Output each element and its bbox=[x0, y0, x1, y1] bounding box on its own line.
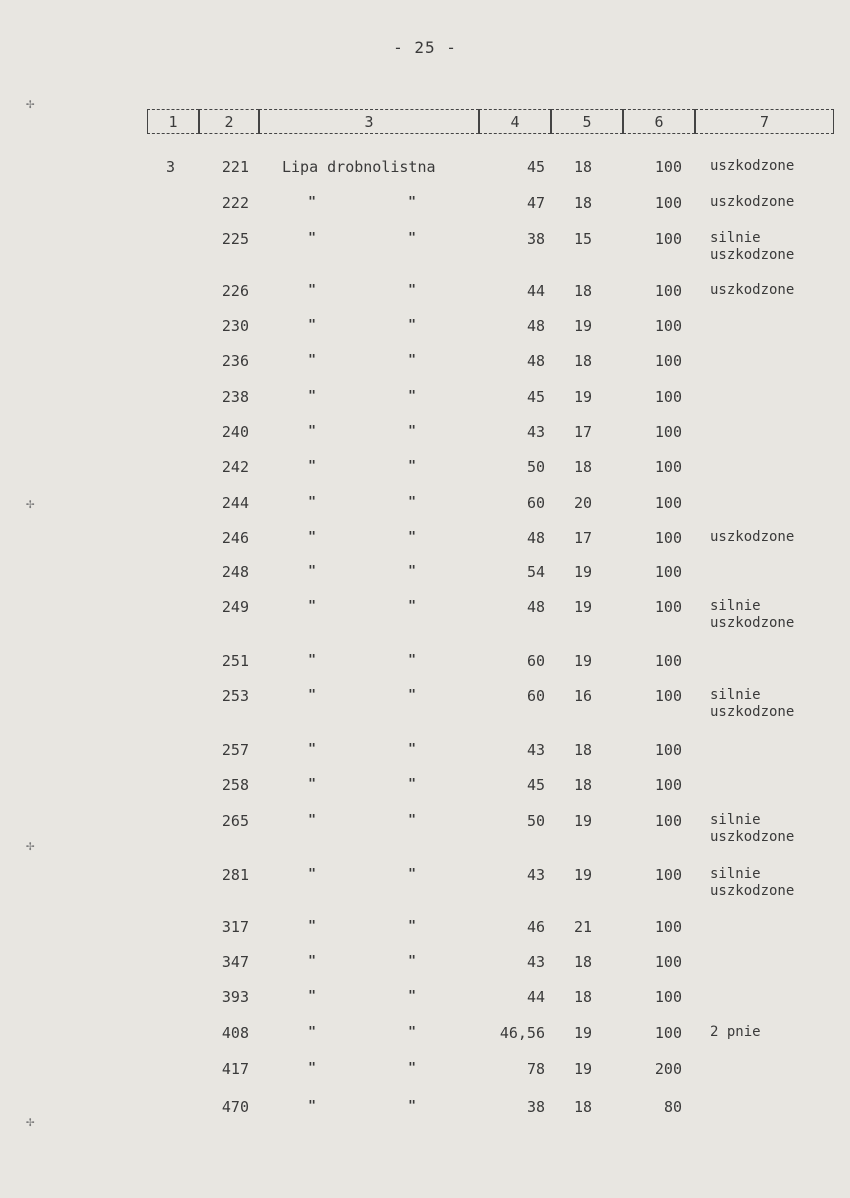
ditto-mark: " bbox=[308, 424, 316, 439]
ditto-mark: " bbox=[308, 742, 316, 757]
column-4-value: 45 bbox=[526, 388, 545, 406]
ditto-mark: " bbox=[408, 283, 416, 298]
ditto-mark: " bbox=[408, 459, 416, 474]
tree-number: 257 bbox=[221, 741, 249, 759]
column-5-value: 18 bbox=[573, 282, 593, 300]
column-4-value: 45 bbox=[526, 776, 545, 794]
header-cell-7: 7 bbox=[695, 109, 834, 134]
column-6-value: 100 bbox=[654, 953, 682, 971]
tree-number: 253 bbox=[221, 687, 249, 705]
column-5-value: 19 bbox=[573, 317, 593, 335]
column-6-value: 100 bbox=[654, 230, 682, 248]
column-4-value: 45 bbox=[526, 158, 545, 176]
table-row bbox=[0, 388, 850, 408]
table-row bbox=[0, 687, 850, 720]
column-6-value: 100 bbox=[654, 652, 682, 670]
condition-note: uszkodzone bbox=[710, 282, 795, 298]
column-4-value: 46,56 bbox=[499, 1024, 545, 1042]
column-6-value: 100 bbox=[654, 423, 682, 441]
column-5-value: 18 bbox=[573, 352, 593, 370]
ditto-mark: " bbox=[408, 989, 416, 1004]
condition-note: silnie uszkodzone bbox=[710, 866, 795, 899]
ditto-mark: " bbox=[308, 564, 316, 579]
tree-number: 248 bbox=[221, 563, 249, 581]
column-4-value: 43 bbox=[526, 423, 545, 441]
tree-number: 249 bbox=[221, 598, 249, 616]
column-5-value: 16 bbox=[573, 687, 593, 705]
column-5-value: 21 bbox=[573, 918, 593, 936]
column-5-value: 17 bbox=[573, 423, 593, 441]
tree-number: 417 bbox=[221, 1060, 249, 1078]
ditto-mark: " bbox=[408, 1025, 416, 1040]
column-4-value: 48 bbox=[526, 529, 545, 547]
ditto-mark: " bbox=[308, 195, 316, 210]
column-6-value: 100 bbox=[654, 388, 682, 406]
column-6-value: 100 bbox=[654, 988, 682, 1006]
ditto-mark: " bbox=[408, 653, 416, 668]
column-4-value: 38 bbox=[526, 230, 545, 248]
punch-hole-mark: ✢ bbox=[26, 96, 35, 112]
column-5-value: 18 bbox=[573, 458, 593, 476]
ditto-mark: " bbox=[408, 742, 416, 757]
column-5-value: 15 bbox=[573, 230, 593, 248]
ditto-mark: " bbox=[408, 688, 416, 703]
tree-number: 225 bbox=[221, 230, 249, 248]
column-6-value: 100 bbox=[654, 563, 682, 581]
column-5-value: 19 bbox=[573, 812, 593, 830]
column-4-value: 43 bbox=[526, 741, 545, 759]
ditto-mark: " bbox=[308, 231, 316, 246]
column-6-value: 100 bbox=[654, 282, 682, 300]
header-cell-4: 4 bbox=[479, 109, 551, 134]
column-6-value: 80 bbox=[663, 1098, 682, 1116]
column-4-value: 50 bbox=[526, 812, 545, 830]
column-6-value: 100 bbox=[654, 458, 682, 476]
column-6-value: 100 bbox=[654, 317, 682, 335]
ditto-mark: " bbox=[408, 318, 416, 333]
tree-number: 393 bbox=[221, 988, 249, 1006]
tree-number: 258 bbox=[221, 776, 249, 794]
ditto-mark: " bbox=[408, 813, 416, 828]
tree-number: 244 bbox=[221, 494, 249, 512]
table-row bbox=[0, 317, 850, 337]
ditto-mark: " bbox=[408, 195, 416, 210]
column-5-value: 19 bbox=[573, 866, 593, 884]
table-row bbox=[0, 563, 850, 583]
punch-hole-mark: ✢ bbox=[26, 496, 35, 512]
table-row bbox=[0, 866, 850, 899]
ditto-mark: " bbox=[408, 424, 416, 439]
column-6-value: 100 bbox=[654, 776, 682, 794]
column-5-value: 19 bbox=[573, 563, 593, 581]
column-5-value: 18 bbox=[573, 953, 593, 971]
column-5-value: 19 bbox=[573, 652, 593, 670]
ditto-mark: " bbox=[308, 530, 316, 545]
header-cell-3: 3 bbox=[259, 109, 479, 134]
column-4-value: 47 bbox=[526, 194, 545, 212]
column-6-value: 100 bbox=[654, 598, 682, 616]
ditto-mark: " bbox=[308, 599, 316, 614]
column-5-value: 18 bbox=[573, 741, 593, 759]
ditto-mark: " bbox=[308, 318, 316, 333]
ditto-mark: " bbox=[308, 813, 316, 828]
column-4-value: 60 bbox=[526, 494, 545, 512]
condition-note: 2 pnie bbox=[710, 1024, 761, 1040]
column-5-value: 19 bbox=[573, 1060, 593, 1078]
ditto-mark: " bbox=[408, 231, 416, 246]
tree-number: 317 bbox=[221, 918, 249, 936]
table-row bbox=[0, 230, 850, 263]
table-row bbox=[0, 776, 850, 796]
ditto-mark: " bbox=[308, 919, 316, 934]
page-number: - 25 - bbox=[393, 38, 457, 57]
tree-number: 222 bbox=[221, 194, 249, 212]
punch-hole-mark: ✢ bbox=[26, 1114, 35, 1130]
column-5-value: 19 bbox=[573, 388, 593, 406]
column-6-value: 100 bbox=[654, 918, 682, 936]
table-row bbox=[0, 741, 850, 761]
ditto-mark: " bbox=[308, 867, 316, 882]
column-4-value: 43 bbox=[526, 866, 545, 884]
column-4-value: 48 bbox=[526, 352, 545, 370]
table-row bbox=[0, 158, 850, 178]
table-row bbox=[0, 598, 850, 631]
ditto-mark: " bbox=[408, 389, 416, 404]
ditto-mark: " bbox=[408, 530, 416, 545]
tree-number: 265 bbox=[221, 812, 249, 830]
ditto-mark: " bbox=[408, 495, 416, 510]
condition-note: silnie uszkodzone bbox=[710, 687, 795, 720]
tree-number: 242 bbox=[221, 458, 249, 476]
column-4-value: 46 bbox=[526, 918, 545, 936]
condition-note: uszkodzone bbox=[710, 194, 795, 210]
column-5-value: 19 bbox=[573, 1024, 593, 1042]
table-row bbox=[0, 494, 850, 514]
ditto-mark: " bbox=[408, 919, 416, 934]
table-header bbox=[147, 109, 834, 136]
column-6-value: 100 bbox=[654, 158, 682, 176]
tree-number: 246 bbox=[221, 529, 249, 547]
condition-note: silnie uszkodzone bbox=[710, 230, 795, 263]
column-6-value: 100 bbox=[654, 741, 682, 759]
condition-note: uszkodzone bbox=[710, 158, 795, 174]
ditto-mark: " bbox=[408, 564, 416, 579]
table-row bbox=[0, 282, 850, 302]
ditto-mark: " bbox=[308, 989, 316, 1004]
ditto-mark: " bbox=[308, 353, 316, 368]
header-cell-6: 6 bbox=[623, 109, 695, 134]
tree-number: 236 bbox=[221, 352, 249, 370]
ditto-mark: " bbox=[308, 1061, 316, 1076]
table-row bbox=[0, 1024, 850, 1044]
ditto-mark: " bbox=[308, 283, 316, 298]
column-4-value: 38 bbox=[526, 1098, 545, 1116]
column-6-value: 100 bbox=[654, 812, 682, 830]
column-4-value: 48 bbox=[526, 317, 545, 335]
column-6-value: 100 bbox=[654, 687, 682, 705]
column-4-value: 78 bbox=[526, 1060, 545, 1078]
tree-number: 251 bbox=[221, 652, 249, 670]
tree-number: 240 bbox=[221, 423, 249, 441]
column-6-value: 200 bbox=[654, 1060, 682, 1078]
column-4-value: 50 bbox=[526, 458, 545, 476]
ditto-mark: " bbox=[308, 653, 316, 668]
column-5-value: 19 bbox=[573, 598, 593, 616]
species-name: Lipa drobnolistna bbox=[282, 158, 436, 176]
tree-number: 238 bbox=[221, 388, 249, 406]
table-row bbox=[0, 458, 850, 478]
column-4-value: 54 bbox=[526, 563, 545, 581]
table-row bbox=[0, 1098, 850, 1118]
ditto-mark: " bbox=[408, 1099, 416, 1114]
tree-number: 470 bbox=[221, 1098, 249, 1116]
table-row bbox=[0, 423, 850, 443]
table-row bbox=[0, 352, 850, 372]
column-6-value: 100 bbox=[654, 352, 682, 370]
column-6-value: 100 bbox=[654, 1024, 682, 1042]
table-row bbox=[0, 953, 850, 973]
column-5-value: 18 bbox=[573, 158, 593, 176]
tree-number: 408 bbox=[221, 1024, 249, 1042]
table-row bbox=[0, 812, 850, 845]
header-cell-1: 1 bbox=[147, 109, 199, 134]
condition-note: silnie uszkodzone bbox=[710, 598, 795, 631]
table-row bbox=[0, 194, 850, 214]
column-5-value: 20 bbox=[573, 494, 593, 512]
header-cell-2: 2 bbox=[199, 109, 259, 134]
ditto-mark: " bbox=[408, 353, 416, 368]
column-4-value: 60 bbox=[526, 652, 545, 670]
ditto-mark: " bbox=[408, 867, 416, 882]
ditto-mark: " bbox=[308, 954, 316, 969]
tree-number: 347 bbox=[221, 953, 249, 971]
column-5-value: 17 bbox=[573, 529, 593, 547]
ditto-mark: " bbox=[308, 1099, 316, 1114]
column-5-value: 18 bbox=[573, 988, 593, 1006]
ditto-mark: " bbox=[408, 1061, 416, 1076]
table-row bbox=[0, 529, 850, 549]
column-6-value: 100 bbox=[654, 866, 682, 884]
column-5-value: 18 bbox=[573, 194, 593, 212]
table-row bbox=[0, 1060, 850, 1080]
table-row bbox=[0, 918, 850, 938]
tree-number: 281 bbox=[221, 866, 249, 884]
condition-note: silnie uszkodzone bbox=[710, 812, 795, 845]
ditto-mark: " bbox=[308, 389, 316, 404]
ditto-mark: " bbox=[308, 688, 316, 703]
table-row bbox=[0, 652, 850, 672]
ditto-mark: " bbox=[308, 777, 316, 792]
punch-hole-mark: ✢ bbox=[26, 838, 35, 854]
ditto-mark: " bbox=[308, 495, 316, 510]
condition-note: uszkodzone bbox=[710, 529, 795, 545]
ditto-mark: " bbox=[308, 1025, 316, 1040]
tree-number: 226 bbox=[221, 282, 249, 300]
group-number: 3 bbox=[166, 158, 176, 176]
column-4-value: 44 bbox=[526, 988, 545, 1006]
column-5-value: 18 bbox=[573, 776, 593, 794]
column-4-value: 44 bbox=[526, 282, 545, 300]
column-5-value: 18 bbox=[573, 1098, 593, 1116]
tree-number: 221 bbox=[221, 158, 249, 176]
table-row bbox=[0, 988, 850, 1008]
ditto-mark: " bbox=[408, 599, 416, 614]
column-6-value: 100 bbox=[654, 194, 682, 212]
column-6-value: 100 bbox=[654, 529, 682, 547]
ditto-mark: " bbox=[308, 459, 316, 474]
column-4-value: 43 bbox=[526, 953, 545, 971]
column-4-value: 60 bbox=[526, 687, 545, 705]
ditto-mark: " bbox=[408, 954, 416, 969]
column-6-value: 100 bbox=[654, 494, 682, 512]
column-4-value: 48 bbox=[526, 598, 545, 616]
tree-number: 230 bbox=[221, 317, 249, 335]
ditto-mark: " bbox=[408, 777, 416, 792]
header-cell-5: 5 bbox=[551, 109, 623, 134]
